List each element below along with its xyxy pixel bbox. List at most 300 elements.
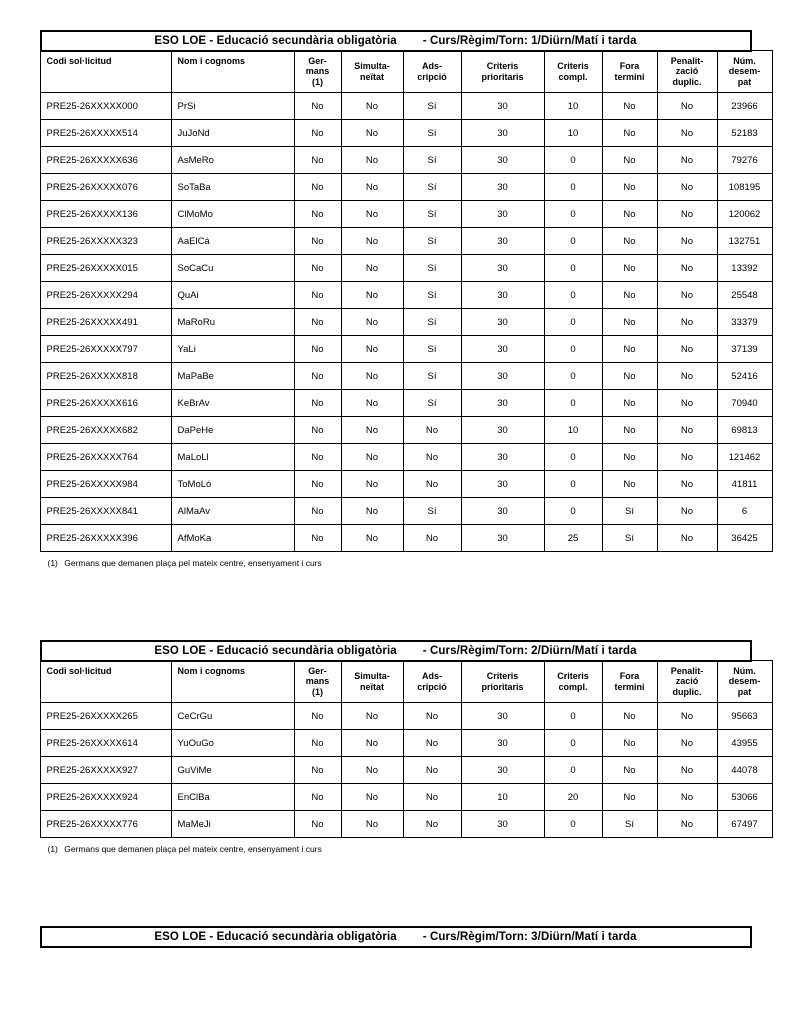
table-row [40, 363, 772, 390]
cell-codi-sollicitud: PRE25-26XXXXX636 [40, 147, 171, 174]
header-adscripcio-l2: cripció [417, 71, 447, 82]
cell-germans: No [294, 471, 341, 498]
header-penalitzacio-l1: Penalit- [670, 665, 704, 676]
cell-nom-cognoms: AsMeRo [171, 147, 294, 174]
cell-simultaneitat: No [341, 282, 403, 309]
cell-fora-termini: No [602, 757, 657, 784]
cell-adscripcio: No [403, 757, 461, 784]
cell-penalitzacio: No [657, 282, 717, 309]
cell-simultaneitat: No [341, 93, 403, 120]
cell-fora-termini: No [602, 336, 657, 363]
header-codi-sollicitud: Codi sol·licitud [40, 51, 171, 93]
cell-fora-termini: Sí [602, 811, 657, 838]
cell-adscripcio: Sí [403, 93, 461, 120]
header-simultaneitat-l1: Simulta- [354, 671, 390, 682]
result-block-3 [40, 926, 752, 948]
cell-criteris-prioritaris: 30 [461, 282, 544, 309]
cell-nom-cognoms: GuViMe [171, 757, 294, 784]
cell-simultaneitat: No [341, 784, 403, 811]
cell-simultaneitat: No [341, 390, 403, 417]
cell-germans: No [294, 309, 341, 336]
table-row [40, 120, 772, 147]
header-nom-cognoms: Nom i cognoms [171, 51, 294, 93]
result-block-2 [40, 640, 761, 854]
cell-nom-cognoms: CeCrGu [171, 703, 294, 730]
cell-num-desempat: 53066 [717, 784, 772, 811]
cell-adscripcio: Sí [403, 363, 461, 390]
table-row [40, 174, 772, 201]
footnote-number: (1) [47, 844, 58, 854]
cell-codi-sollicitud: PRE25-26XXXXX984 [40, 471, 171, 498]
block-title-1 [40, 30, 752, 52]
cell-adscripcio: Sí [403, 390, 461, 417]
table-row [40, 390, 772, 417]
cell-nom-cognoms: YaLi [171, 336, 294, 363]
header-num-desempat [717, 661, 772, 703]
cell-penalitzacio: No [657, 201, 717, 228]
cell-nom-cognoms: MaRoRu [171, 309, 294, 336]
cell-num-desempat: 41811 [717, 471, 772, 498]
cell-codi-sollicitud: PRE25-26XXXXX764 [40, 444, 171, 471]
block-spacer-1 [38, 568, 753, 640]
cell-fora-termini: No [602, 784, 657, 811]
cell-nom-cognoms: KeBrAv [171, 390, 294, 417]
cell-criteris-prioritaris: 30 [461, 93, 544, 120]
cell-penalitzacio: No [657, 336, 717, 363]
header-germans-l3: (1) [312, 76, 323, 87]
cell-germans: No [294, 498, 341, 525]
cell-num-desempat: 95663 [717, 703, 772, 730]
table-row [40, 757, 772, 784]
cell-simultaneitat: No [341, 336, 403, 363]
cell-criteris-compl: 0 [544, 336, 602, 363]
header-num-desempat-l1: Núm. [733, 55, 756, 66]
cell-num-desempat: 121462 [717, 444, 772, 471]
block-title-course: - Curs/Règim/Torn: 3/Diürn/Matí i tarda [422, 931, 637, 943]
cell-criteris-prioritaris: 30 [461, 255, 544, 282]
cell-fora-termini: No [602, 730, 657, 757]
cell-criteris-prioritaris: 30 [461, 417, 544, 444]
results-table-2-body [40, 703, 772, 838]
table-row [40, 730, 772, 757]
cell-fora-termini: Sí [602, 498, 657, 525]
cell-num-desempat: 6 [717, 498, 772, 525]
cell-simultaneitat: No [341, 471, 403, 498]
cell-num-desempat: 37139 [717, 336, 772, 363]
cell-nom-cognoms: PrSi [171, 93, 294, 120]
cell-adscripcio: Sí [403, 174, 461, 201]
cell-criteris-compl: 0 [544, 471, 602, 498]
header-penalitzacio-l1: Penalit- [670, 55, 704, 66]
header-germans-l2: mans [305, 676, 330, 687]
table-row [40, 255, 772, 282]
cell-codi-sollicitud: PRE25-26XXXXX323 [40, 228, 171, 255]
cell-penalitzacio: No [657, 390, 717, 417]
cell-num-desempat: 36425 [717, 525, 772, 552]
cell-criteris-compl: 0 [544, 730, 602, 757]
header-fora-termini-l1: Fora [619, 61, 640, 72]
table-row [40, 228, 772, 255]
cell-fora-termini: Sí [602, 525, 657, 552]
cell-criteris-compl: 0 [544, 498, 602, 525]
cell-codi-sollicitud: PRE25-26XXXXX265 [40, 703, 171, 730]
table-row [40, 201, 772, 228]
table-header-row [40, 51, 772, 93]
cell-adscripcio: Sí [403, 309, 461, 336]
cell-nom-cognoms: YuOuGo [171, 730, 294, 757]
cell-num-desempat: 69813 [717, 417, 772, 444]
cell-adscripcio: No [403, 417, 461, 444]
cell-nom-cognoms: DaPeHe [171, 417, 294, 444]
header-criteris-prioritaris [461, 661, 544, 703]
header-adscripcio-l2: cripció [417, 681, 447, 692]
footnote-text: Germans que demanen plaça pel mateix centre, ensenyament i curs [64, 558, 322, 568]
cell-criteris-prioritaris: 30 [461, 471, 544, 498]
cell-simultaneitat: No [341, 525, 403, 552]
block-title-3 [40, 926, 752, 948]
cell-criteris-prioritaris: 30 [461, 730, 544, 757]
header-germans-l1: Ger- [308, 55, 327, 66]
cell-nom-cognoms: SoTaBa [171, 174, 294, 201]
cell-germans: No [294, 93, 341, 120]
header-germans [294, 51, 341, 93]
cell-penalitzacio: No [657, 120, 717, 147]
table-row [40, 444, 772, 471]
cell-germans: No [294, 784, 341, 811]
block-title-course: - Curs/Règim/Torn: 1/Diürn/Matí i tarda [422, 35, 637, 47]
cell-codi-sollicitud: PRE25-26XXXXX076 [40, 174, 171, 201]
header-penalitzacio [657, 51, 717, 93]
cell-adscripcio: No [403, 811, 461, 838]
header-criteris-compl-l1: Criteris [557, 61, 589, 72]
header-criteris-compl [544, 51, 602, 93]
cell-criteris-prioritaris: 30 [461, 336, 544, 363]
table-row [40, 93, 772, 120]
header-criteris-compl-l2: compl. [558, 681, 588, 692]
cell-nom-cognoms: AaElCá [171, 228, 294, 255]
cell-codi-sollicitud: PRE25-26XXXXX000 [40, 93, 171, 120]
header-fora-termini [602, 51, 657, 93]
cell-simultaneitat: No [341, 444, 403, 471]
header-germans-l1: Ger- [308, 665, 327, 676]
cell-num-desempat: 120062 [717, 201, 772, 228]
cell-criteris-compl: 0 [544, 282, 602, 309]
header-fora-termini-l2: termini [614, 71, 645, 82]
cell-adscripcio: Sí [403, 120, 461, 147]
block-title-2 [40, 640, 752, 662]
cell-fora-termini: No [602, 363, 657, 390]
cell-penalitzacio: No [657, 525, 717, 552]
cell-adscripcio: No [403, 784, 461, 811]
cell-germans: No [294, 730, 341, 757]
header-adscripcio-l1: Ads- [422, 61, 442, 72]
cell-simultaneitat: No [341, 120, 403, 147]
cell-germans: No [294, 228, 341, 255]
cell-penalitzacio: No [657, 757, 717, 784]
cell-num-desempat: 44078 [717, 757, 772, 784]
cell-fora-termini: No [602, 120, 657, 147]
cell-penalitzacio: No [657, 255, 717, 282]
cell-criteris-compl: 0 [544, 201, 602, 228]
results-table-1-body [40, 93, 772, 552]
cell-num-desempat: 25548 [717, 282, 772, 309]
cell-penalitzacio: No [657, 730, 717, 757]
header-criteris-compl-l2: compl. [558, 71, 588, 82]
cell-fora-termini: No [602, 201, 657, 228]
cell-fora-termini: No [602, 390, 657, 417]
cell-criteris-prioritaris: 30 [461, 201, 544, 228]
cell-nom-cognoms: QuAi [171, 282, 294, 309]
cell-fora-termini: No [602, 255, 657, 282]
header-criteris-prioritaris-l2: prioritaris [481, 681, 524, 692]
cell-codi-sollicitud: PRE25-26XXXXX491 [40, 309, 171, 336]
cell-criteris-prioritaris: 30 [461, 811, 544, 838]
cell-penalitzacio: No [657, 498, 717, 525]
header-fora-termini-l2: termini [614, 681, 645, 692]
cell-germans: No [294, 811, 341, 838]
cell-criteris-compl: 10 [544, 93, 602, 120]
cell-criteris-prioritaris: 10 [461, 784, 544, 811]
cell-penalitzacio: No [657, 784, 717, 811]
header-criteris-compl [544, 661, 602, 703]
cell-penalitzacio: No [657, 174, 717, 201]
cell-codi-sollicitud: PRE25-26XXXXX776 [40, 811, 171, 838]
cell-criteris-compl: 0 [544, 228, 602, 255]
cell-fora-termini: No [602, 703, 657, 730]
cell-codi-sollicitud: PRE25-26XXXXX841 [40, 498, 171, 525]
footnote-1 [40, 558, 752, 568]
cell-penalitzacio: No [657, 417, 717, 444]
header-simultaneitat [341, 51, 403, 93]
header-penalitzacio-l2: zació [675, 66, 699, 77]
cell-germans: No [294, 417, 341, 444]
header-fora-termini-l1: Fora [619, 671, 640, 682]
header-simultaneitat-l2: neïtat [359, 71, 384, 82]
cell-simultaneitat: No [341, 703, 403, 730]
cell-criteris-prioritaris: 30 [461, 757, 544, 784]
cell-adscripcio: Sí [403, 336, 461, 363]
cell-criteris-compl: 0 [544, 444, 602, 471]
cell-codi-sollicitud: PRE25-26XXXXX015 [40, 255, 171, 282]
cell-fora-termini: No [602, 471, 657, 498]
cell-criteris-compl: 25 [544, 525, 602, 552]
cell-simultaneitat: No [341, 498, 403, 525]
cell-codi-sollicitud: PRE25-26XXXXX682 [40, 417, 171, 444]
cell-criteris-prioritaris: 30 [461, 525, 544, 552]
header-codi-sollicitud: Codi sol·licitud [40, 661, 171, 703]
cell-germans: No [294, 390, 341, 417]
header-germans-l3: (1) [312, 686, 323, 697]
cell-criteris-prioritaris: 30 [461, 390, 544, 417]
header-penalitzacio-l3: duplic. [672, 686, 702, 697]
cell-germans: No [294, 147, 341, 174]
table-row [40, 498, 772, 525]
cell-criteris-compl: 0 [544, 757, 602, 784]
table-row [40, 703, 772, 730]
cell-codi-sollicitud: PRE25-26XXXXX616 [40, 390, 171, 417]
table-header-row [40, 661, 772, 703]
cell-germans: No [294, 703, 341, 730]
header-num-desempat-l2: desem- [728, 66, 761, 77]
cell-nom-cognoms: AlMaAv [171, 498, 294, 525]
cell-simultaneitat: No [341, 201, 403, 228]
cell-criteris-compl: 0 [544, 811, 602, 838]
cell-simultaneitat: No [341, 417, 403, 444]
table-row [40, 525, 772, 552]
cell-adscripcio: Sí [403, 255, 461, 282]
cell-fora-termini: No [602, 444, 657, 471]
cell-criteris-prioritaris: 30 [461, 147, 544, 174]
cell-codi-sollicitud: PRE25-26XXXXX614 [40, 730, 171, 757]
cell-adscripcio: No [403, 525, 461, 552]
table-row [40, 471, 772, 498]
cell-fora-termini: No [602, 174, 657, 201]
header-adscripcio [403, 661, 461, 703]
header-criteris-compl-l1: Criteris [557, 671, 589, 682]
cell-criteris-prioritaris: 30 [461, 498, 544, 525]
header-penalitzacio-l3: duplic. [672, 76, 702, 87]
cell-adscripcio: Sí [403, 201, 461, 228]
cell-criteris-compl: 10 [544, 417, 602, 444]
cell-nom-cognoms: MaPaBe [171, 363, 294, 390]
cell-adscripcio: Sí [403, 282, 461, 309]
cell-num-desempat: 67497 [717, 811, 772, 838]
cell-criteris-compl: 10 [544, 120, 602, 147]
cell-num-desempat: 132751 [717, 228, 772, 255]
cell-criteris-prioritaris: 30 [461, 363, 544, 390]
header-penalitzacio [657, 661, 717, 703]
cell-num-desempat: 108195 [717, 174, 772, 201]
cell-codi-sollicitud: PRE25-26XXXXX818 [40, 363, 171, 390]
block-title-main: ESO LOE - Educació secundària obligatòria [154, 645, 397, 657]
cell-codi-sollicitud: PRE25-26XXXXX797 [40, 336, 171, 363]
header-adscripcio-l1: Ads- [422, 671, 442, 682]
header-num-desempat-l1: Núm. [733, 665, 756, 676]
cell-num-desempat: 70940 [717, 390, 772, 417]
table-row [40, 336, 772, 363]
cell-codi-sollicitud: PRE25-26XXXXX924 [40, 784, 171, 811]
block-title-course: - Curs/Règim/Torn: 2/Diürn/Matí i tarda [422, 645, 637, 657]
cell-criteris-prioritaris: 30 [461, 174, 544, 201]
header-criteris-prioritaris-l1: Criteris [486, 671, 519, 682]
cell-germans: No [294, 363, 341, 390]
cell-criteris-prioritaris: 30 [461, 120, 544, 147]
cell-penalitzacio: No [657, 363, 717, 390]
header-criteris-prioritaris-l2: prioritaris [481, 71, 524, 82]
cell-adscripcio: No [403, 730, 461, 757]
cell-germans: No [294, 444, 341, 471]
header-criteris-prioritaris [461, 51, 544, 93]
cell-criteris-compl: 20 [544, 784, 602, 811]
block-title-main: ESO LOE - Educació secundària obligatòria [154, 931, 397, 943]
cell-criteris-prioritaris: 30 [461, 444, 544, 471]
cell-penalitzacio: No [657, 147, 717, 174]
cell-penalitzacio: No [657, 811, 717, 838]
cell-criteris-compl: 0 [544, 363, 602, 390]
cell-adscripcio: Sí [403, 147, 461, 174]
footnote-2 [40, 844, 752, 854]
cell-germans: No [294, 120, 341, 147]
cell-num-desempat: 43955 [717, 730, 772, 757]
table-row [40, 417, 772, 444]
cell-germans: No [294, 174, 341, 201]
footnote-number: (1) [47, 558, 58, 568]
cell-codi-sollicitud: PRE25-26XXXXX927 [40, 757, 171, 784]
table-row [40, 309, 772, 336]
header-criteris-prioritaris-l1: Criteris [486, 61, 519, 72]
cell-fora-termini: No [602, 417, 657, 444]
cell-nom-cognoms: SoCaCu [171, 255, 294, 282]
cell-nom-cognoms: AfMoKa [171, 525, 294, 552]
cell-criteris-prioritaris: 30 [461, 228, 544, 255]
cell-penalitzacio: No [657, 309, 717, 336]
table-row [40, 282, 772, 309]
footnote-text: Germans que demanen plaça pel mateix centre, ensenyament i curs [64, 844, 322, 854]
cell-simultaneitat: No [341, 730, 403, 757]
block-title-main: ESO LOE - Educació secundària obligatòria [154, 35, 397, 47]
header-simultaneitat-l1: Simulta- [354, 61, 390, 72]
cell-simultaneitat: No [341, 363, 403, 390]
cell-germans: No [294, 525, 341, 552]
cell-num-desempat: 79276 [717, 147, 772, 174]
cell-codi-sollicitud: PRE25-26XXXXX396 [40, 525, 171, 552]
cell-adscripcio: Sí [403, 498, 461, 525]
cell-num-desempat: 13392 [717, 255, 772, 282]
cell-simultaneitat: No [341, 228, 403, 255]
cell-fora-termini: No [602, 228, 657, 255]
header-num-desempat-l3: pat [737, 686, 752, 697]
cell-fora-termini: No [602, 282, 657, 309]
table-row [40, 811, 772, 838]
header-penalitzacio-l2: zació [675, 676, 699, 687]
cell-simultaneitat: No [341, 309, 403, 336]
cell-criteris-compl: 0 [544, 174, 602, 201]
cell-codi-sollicitud: PRE25-26XXXXX136 [40, 201, 171, 228]
cell-adscripcio: Sí [403, 228, 461, 255]
cell-nom-cognoms: JuJoNd [171, 120, 294, 147]
cell-criteris-compl: 0 [544, 390, 602, 417]
cell-criteris-compl: 0 [544, 147, 602, 174]
cell-adscripcio: No [403, 703, 461, 730]
header-germans [294, 661, 341, 703]
table-row [40, 147, 772, 174]
block-spacer-2 [38, 854, 753, 926]
cell-num-desempat: 52416 [717, 363, 772, 390]
cell-simultaneitat: No [341, 255, 403, 282]
cell-num-desempat: 33379 [717, 309, 772, 336]
cell-criteris-compl: 0 [544, 309, 602, 336]
cell-germans: No [294, 255, 341, 282]
cell-num-desempat: 52183 [717, 120, 772, 147]
cell-codi-sollicitud: PRE25-26XXXXX514 [40, 120, 171, 147]
cell-criteris-compl: 0 [544, 255, 602, 282]
header-num-desempat-l2: desem- [728, 676, 761, 687]
cell-fora-termini: No [602, 309, 657, 336]
cell-adscripcio: No [403, 471, 461, 498]
results-table-2 [40, 660, 773, 838]
cell-nom-cognoms: ClMoMo [171, 201, 294, 228]
header-germans-l2: mans [305, 66, 330, 77]
cell-num-desempat: 23966 [717, 93, 772, 120]
cell-fora-termini: No [602, 93, 657, 120]
cell-fora-termini: No [602, 147, 657, 174]
header-simultaneitat-l2: neïtat [359, 681, 384, 692]
header-fora-termini [602, 661, 657, 703]
cell-criteris-prioritaris: 30 [461, 309, 544, 336]
header-num-desempat-l3: pat [737, 76, 752, 87]
cell-penalitzacio: No [657, 93, 717, 120]
cell-nom-cognoms: MaLoLl [171, 444, 294, 471]
